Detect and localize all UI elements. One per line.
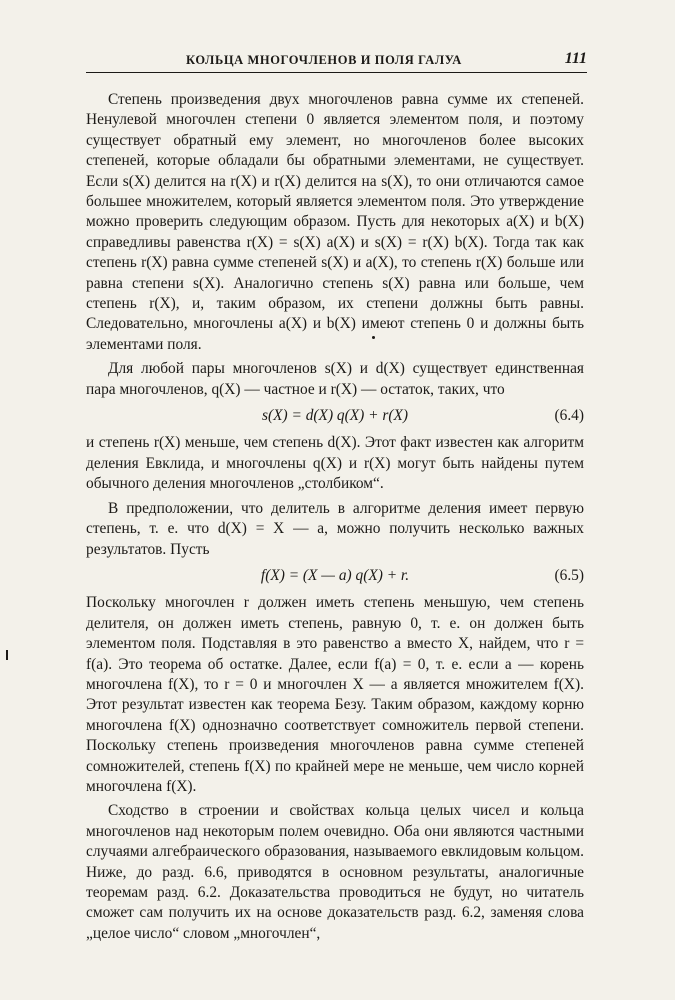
page-number: 111 (564, 50, 587, 67)
paragraph-euclidean-ring: Сходство в строении и свойствах кольца целых чисел и кольца многочленов над некоторым полем очевидно. Оба они являются частными случаями алгебраического образования, называемого евклидовым кольцом. Ниже, до разд. 6.6, приводятся в основном результаты, аналогичные теоремам разд. 6.2. Доказательства проводиться не будут, но читатель сможет сам получить их на основе доказательств разд. 6.2, заменяя слова „целое число“ словом „многочлен“, (86, 802, 584, 942)
running-head (86, 50, 587, 73)
equation-6-5 (86, 566, 584, 586)
equation-6-4-number: (6.4) (554, 407, 584, 425)
paragraph-division-algorithm: Для любой пары многочленов s(X) и d(X) существует единственная пара многочленов, q(X) — частное и r(X) — остаток, таких, что (86, 360, 584, 398)
ink-dot (372, 336, 375, 339)
paragraph-euclid-algorithm: и степень r(X) меньше, чем степень d(X). Этот факт известен как алгоритм деления Евклида, и многочлены q(X) и r(X) могут быть найдены путем обычного деления многочленов „столбиком“. (86, 434, 584, 493)
paragraph-first-degree-divisor: В предположении, что делитель в алгоритме деления имеет первую степень, т. е. что d(X) = X — a, можно получить несколько важных результатов. Пусть (86, 499, 584, 558)
equation-6-5-number: (6.5) (554, 566, 584, 584)
equation-6-4 (86, 406, 584, 426)
margin-mark (6, 650, 8, 660)
page-body (86, 90, 584, 944)
equation-6-4-text: s(X) = d(X) q(X) + r(X) (262, 407, 408, 425)
paragraph-degree-product: Степень произведения двух многочленов равна сумме их степеней. Ненулевой многочлен степени 0 является элементом поля, и поэтому существует обратный ему элемент, но многочленов более высоких степеней, которые обладали бы обратными элементами, не существует. Если s(X) делится на r(X) и r(X) делится на s(X), то они отличаются самое большее множителем, который является элементом поля. Это утверждение можно проверить следующим образом. Пусть для некоторых a(X) и b(X) справедливы равенства r(X) = s(X) a(X) и s(X) = r(X) b(X). Тогда так как степень r(X) равна сумме степеней s(X) и a(X), то степень r(X) больше или равна степени s(X). Аналогично степень s(X) равна или больше, чем степень r(X), и, таким образом, их степени должны быть равны. Следовательно, многочлены a(X) и b(X) имеют степень 0 и должны быть элементами поля. (86, 91, 584, 353)
equation-6-5-text: f(X) = (X — a) q(X) + r. (260, 566, 410, 584)
paragraph-remainder-theorem: Поскольку многочлен r должен иметь степень меньшую, чем степень делителя, он должен иметь степень, равную 0, т. е. он должен быть элементом поля. Подставляя в это равенство a вместо X, найдем, что r = f(a). Это теорема об остатке. Далее, если f(a) = 0, т. е. если a — корень многочлена f(X), то r = 0 и многочлен X — a является множителем f(X). Этот результат известен как теорема Безу. Таким образом, каждому корню многочлена f(X) однозначно соответствует сомножитель первой степени. Поскольку степень произведения многочленов равна сумме степеней сомножителей, степень f(X) по крайней мере не меньше, чем число корней многочлена f(X). (86, 594, 584, 795)
running-head-title: КОЛЬЦА МНОГОЧЛЕНОВ И ПОЛЯ ГАЛУА (186, 53, 462, 67)
